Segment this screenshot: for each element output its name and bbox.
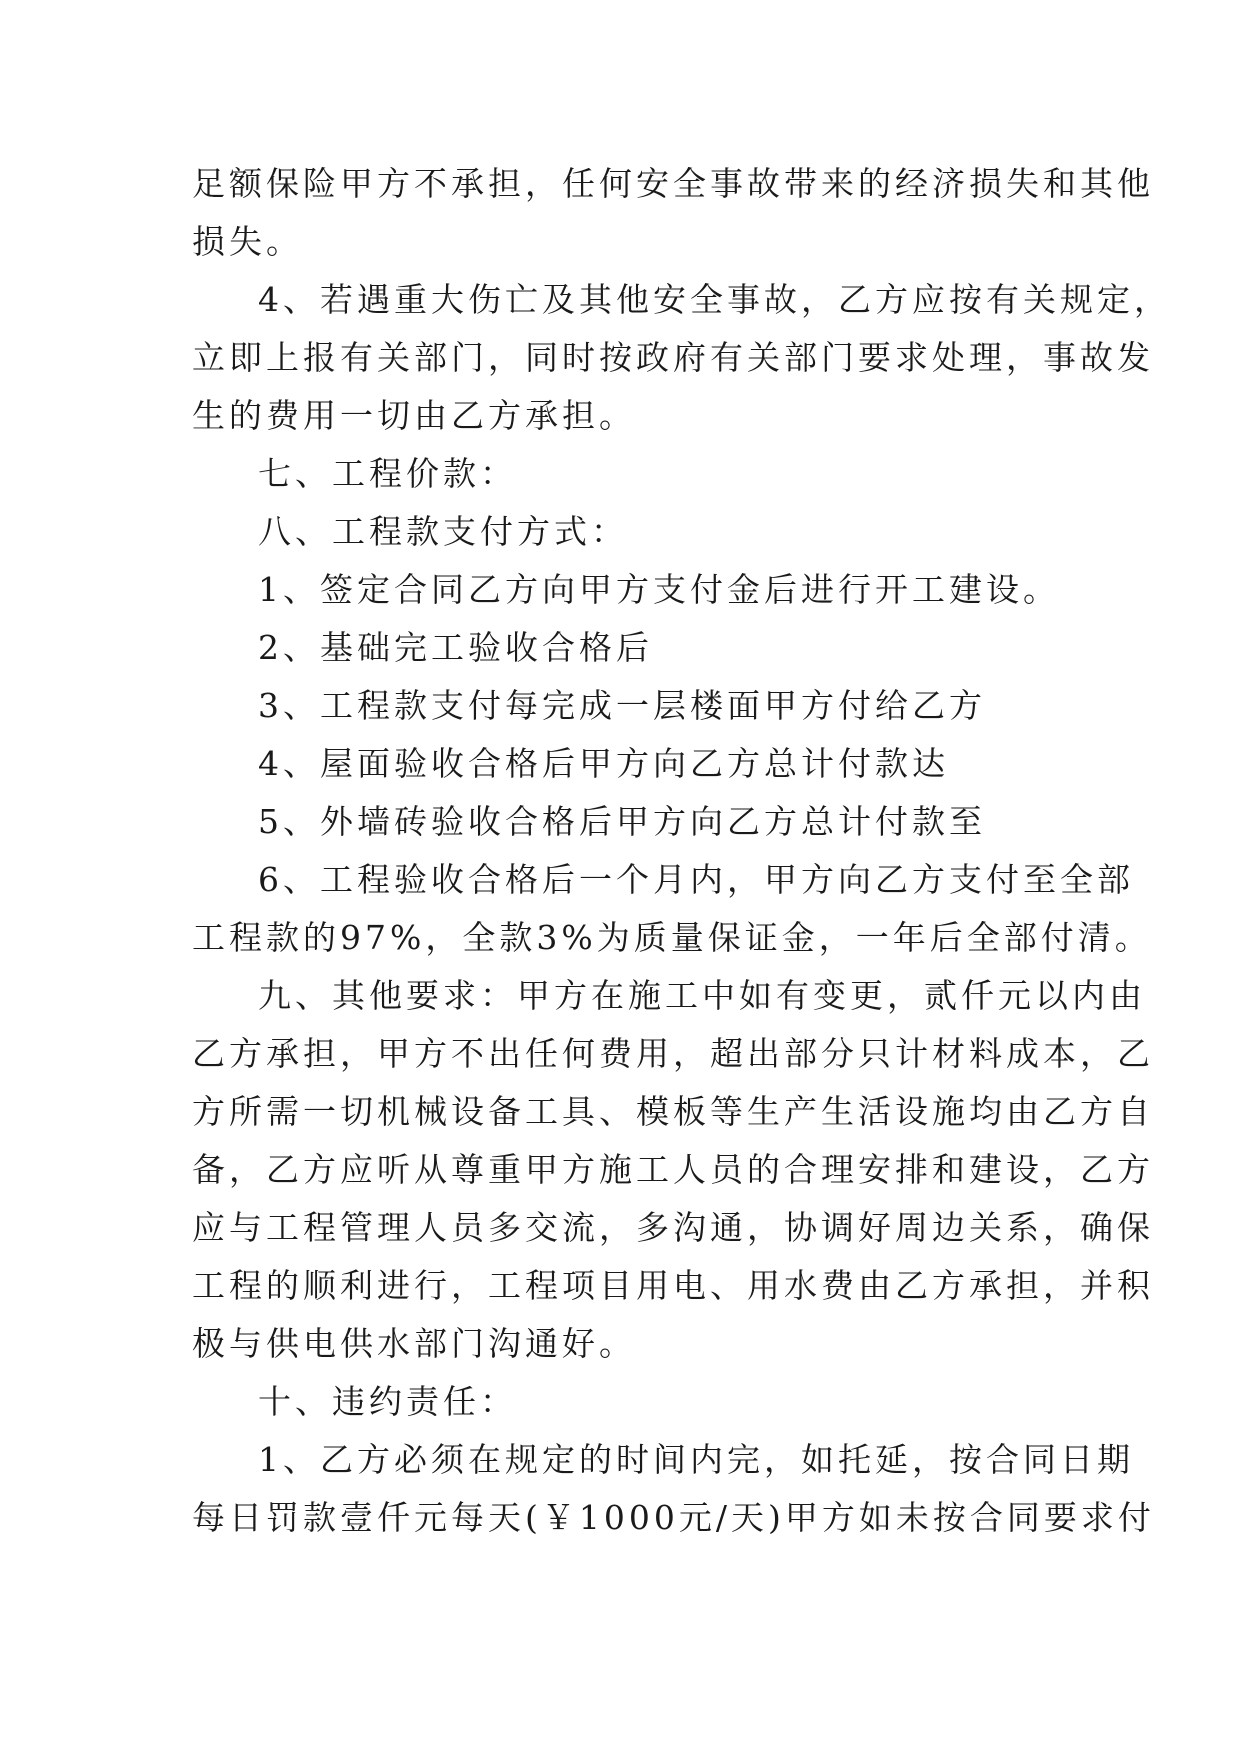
text-line: 1、乙方必须在规定的时间内完，如托延，按合同日期	[258, 1440, 1134, 1479]
text-line: 备，乙方应听从尊重甲方施工人员的合理安排和建设，乙方	[192, 1150, 1154, 1189]
text-line: 立即上报有关部门，同时按政府有关部门要求处理，事故发	[192, 338, 1154, 377]
section-heading: 九、其他要求：甲方在施工中如有变更，贰仟元以内由	[258, 976, 1146, 1015]
text-line: 1、签定合同乙方向甲方支付金后进行开工建设。	[258, 570, 1060, 609]
text-line: 3、工程款支付每完成一层楼面甲方付给乙方	[258, 686, 986, 725]
text-line: 每日罚款壹仟元每天(￥1000元/天)甲方如未按合同要求付	[192, 1498, 1155, 1537]
text-line: 生的费用一切由乙方承担。	[192, 396, 636, 435]
section-heading: 十、违约责任：	[258, 1382, 517, 1421]
text-line: 4、若遇重大伤亡及其他安全事故，乙方应按有关规定，	[258, 280, 1171, 319]
text-line: 5、外墙砖验收合格后甲方向乙方总计付款至	[258, 802, 986, 841]
text-line: 极与供电供水部门沟通好。	[192, 1324, 636, 1363]
text-line: 2、基础完工验收合格后	[258, 628, 653, 667]
text-line: 应与工程管理人员多交流，多沟通，协调好周边关系，确保	[192, 1208, 1154, 1247]
text-line: 损失。	[192, 222, 303, 261]
text-line: 乙方承担，甲方不出任何费用，超出部分只计材料成本，乙	[192, 1034, 1154, 1073]
document-body	[192, 155, 1171, 1547]
text-line: 方所需一切机械设备工具、模板等生产生活设施均由乙方自	[192, 1092, 1154, 1131]
text-line: 6、工程验收合格后一个月内，甲方向乙方支付至全部	[258, 860, 1134, 899]
text-line: 足额保险甲方不承担，任何安全事故带来的经济损失和其他	[192, 164, 1154, 203]
text-line: 工程的顺利进行，工程项目用电、用水费由乙方承担，并积	[192, 1266, 1154, 1305]
section-heading: 七、工程价款：	[258, 454, 517, 493]
text-line: 工程款的97%，全款3%为质量保证金，一年后全部付清。	[192, 918, 1152, 957]
text-line: 4、屋面验收合格后甲方向乙方总计付款达	[258, 744, 949, 783]
section-heading: 八、工程款支付方式：	[258, 512, 628, 551]
